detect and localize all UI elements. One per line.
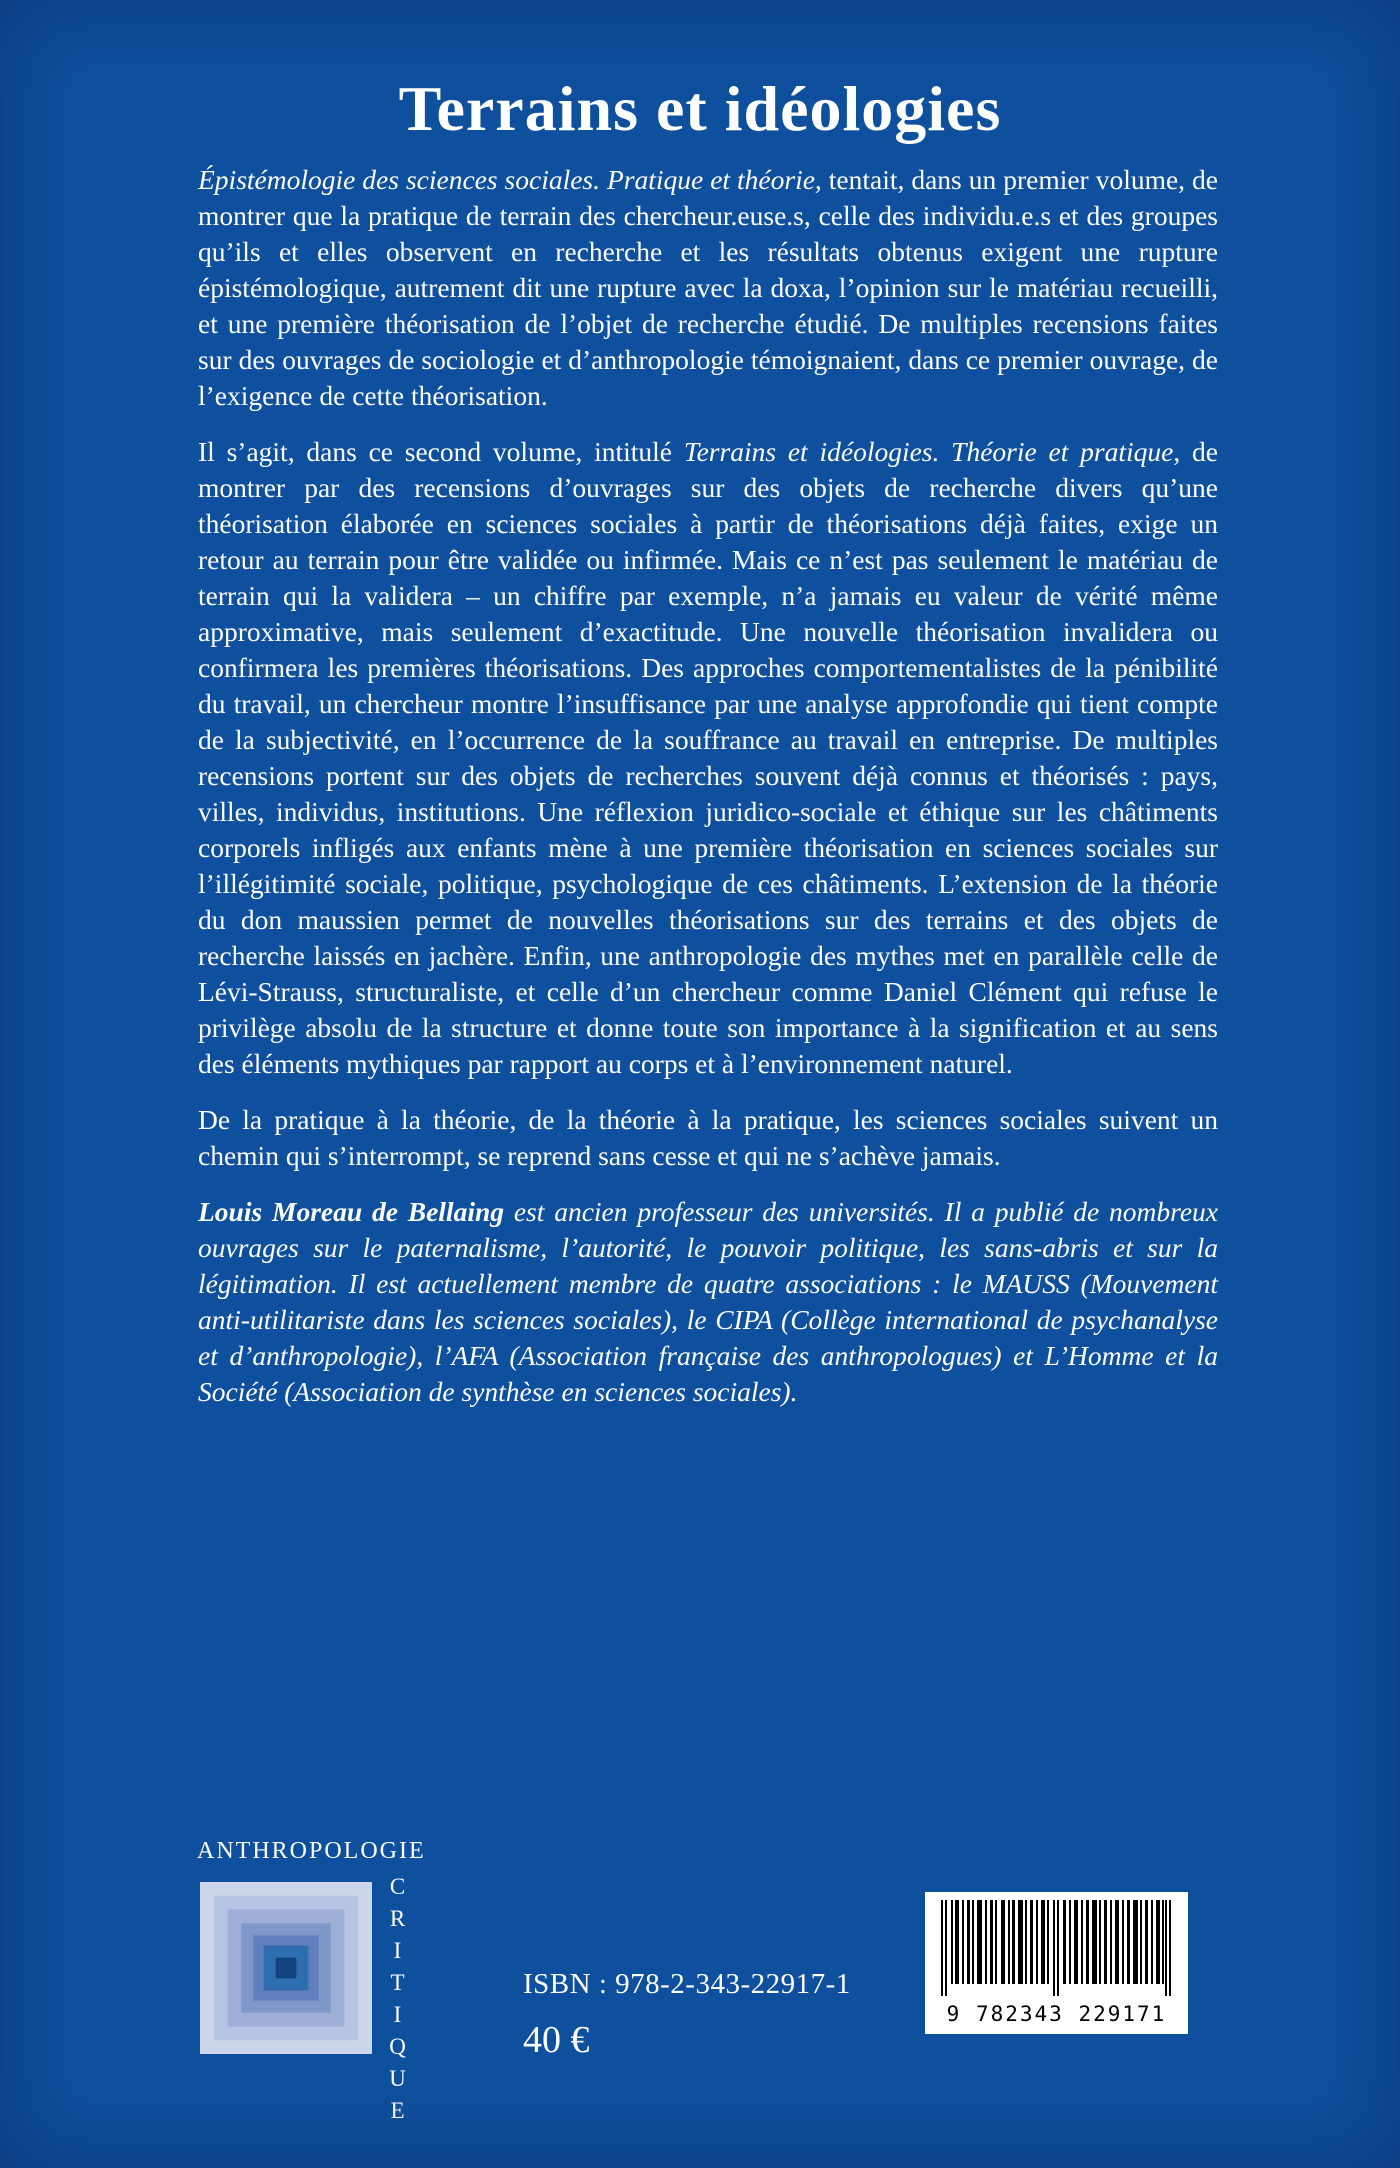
barcode: [925, 1892, 1188, 2034]
current-volume-title: Terrains et idéologies. Théorie et pratique: [683, 436, 1174, 467]
isbn-line: ISBN : 978-2-343-22917-1: [523, 1968, 851, 2000]
paragraph-2-lead: Il s’agit, dans ce second volume, intitulé: [198, 436, 684, 467]
barcode-bars-icon: [935, 1898, 1178, 2000]
synopsis-text-block: [198, 162, 1218, 1430]
concentric-squares-logo: [200, 1882, 372, 2054]
collection-name: ANTHROPOLOGIE: [197, 1838, 426, 1864]
collection-subtitle-vertical: CRITIQUE: [385, 1874, 410, 2130]
price: 40 €: [523, 2019, 590, 2061]
author-name: Louis Moreau de Bellaing: [198, 1196, 505, 1227]
synopsis-paragraph-3: De la pratique à la théorie, de la théorie à la pratique, les sciences sociales suivent un chemin qui s’interrompt, se reprend sans cesse et qui ne s’achève jamais.: [198, 1104, 1218, 1171]
author-bio: [198, 1194, 1218, 1410]
previous-volume-title: Épistémologie des sciences sociales. Pratique et théorie,: [198, 164, 822, 195]
barcode-number: 9 782343 229171: [946, 2002, 1167, 2026]
synopsis-paragraph-2: [198, 434, 1218, 1082]
synopsis-paragraph-1: [198, 162, 1218, 414]
paragraph-2-body: , de montrer par des recensions d’ouvrages sur des objets de recherche divers qu’une théorisation élaborée en sciences sociales à partir de théorisations déjà faites, exige un retour au terrain pour être validée ou infirmée. Mais ce n’est pas seulement le matériau de terrain qui la validera – un chiffre par exemple, n’a jamais eu valeur de vérité même approximative, mais seulement d’exactitude. Une nouvelle théorisation invalidera ou confirmera les premières théorisations. Des approches comportementalistes de la pénibilité du travail, un chercheur montre l’insuffisance par une analyse approfondie qui tient compte de la subjectivité, en l’occurrence de la souffrance au travail en entreprise. De multiples recensions portent sur des objets de recherches souvent déjà connus et théorisés : pays, villes, individus, institutions. Une réflexion juridico-sociale et éthique sur les châtiments corporels infligés aux enfants mène à une première théorisation en sciences sociales sur l’illégitimité sociale, politique, psychologique de ces châtiments. L’extension de la théorie du don maussien permet de nouvelles théorisations sur des terrains et des objets de recherche laissés en jachère. Enfin, une anthropologie des mythes met en parallèle celle de Lévi-Strauss, structuraliste, et celle d’un chercheur comme Daniel Clément qui refuse le privilège absolu de la structure et donne toute son importance à la signification et au sens des éléments mythiques par rapport au corps et à l’environnement naturel.: [198, 436, 1218, 1079]
paragraph-1-body: tentait, dans un premier volume, de montrer que la pratique de terrain des chercheur.euse.s, celle des individu.e.s et des groupes qu’ils et elles observent en recherche et les résultats obtenus exigent une rupture épistémologique, autrement dit une rupture avec la doxa, l’opinion sur le matériau recueilli, et une première théorisation de l’objet de recherche étudié. De multiples recensions faites sur des ouvrages de sociologie et d’anthropologie témoignaient, dans ce premier ouvrage, de l’exigence de cette théorisation.: [198, 164, 1218, 411]
author-bio-text: est ancien professeur des universités. Il a publié de nombreux ouvrages sur le paternalisme, l’autorité, le pouvoir politique, les sans-abris et sur la légitimation. Il est actuellement membre de quatre associations : le MAUSS (Mouvement anti-utilitariste dans les sciences sociales), le CIPA (Collège international de psychanalyse et d’anthropologie), l’AFA (Association française des anthropologues) et L’Homme et la Société (Association de synthèse en sciences sociales).: [198, 1196, 1218, 1407]
book-title: Terrains et idéologies: [398, 73, 1002, 144]
